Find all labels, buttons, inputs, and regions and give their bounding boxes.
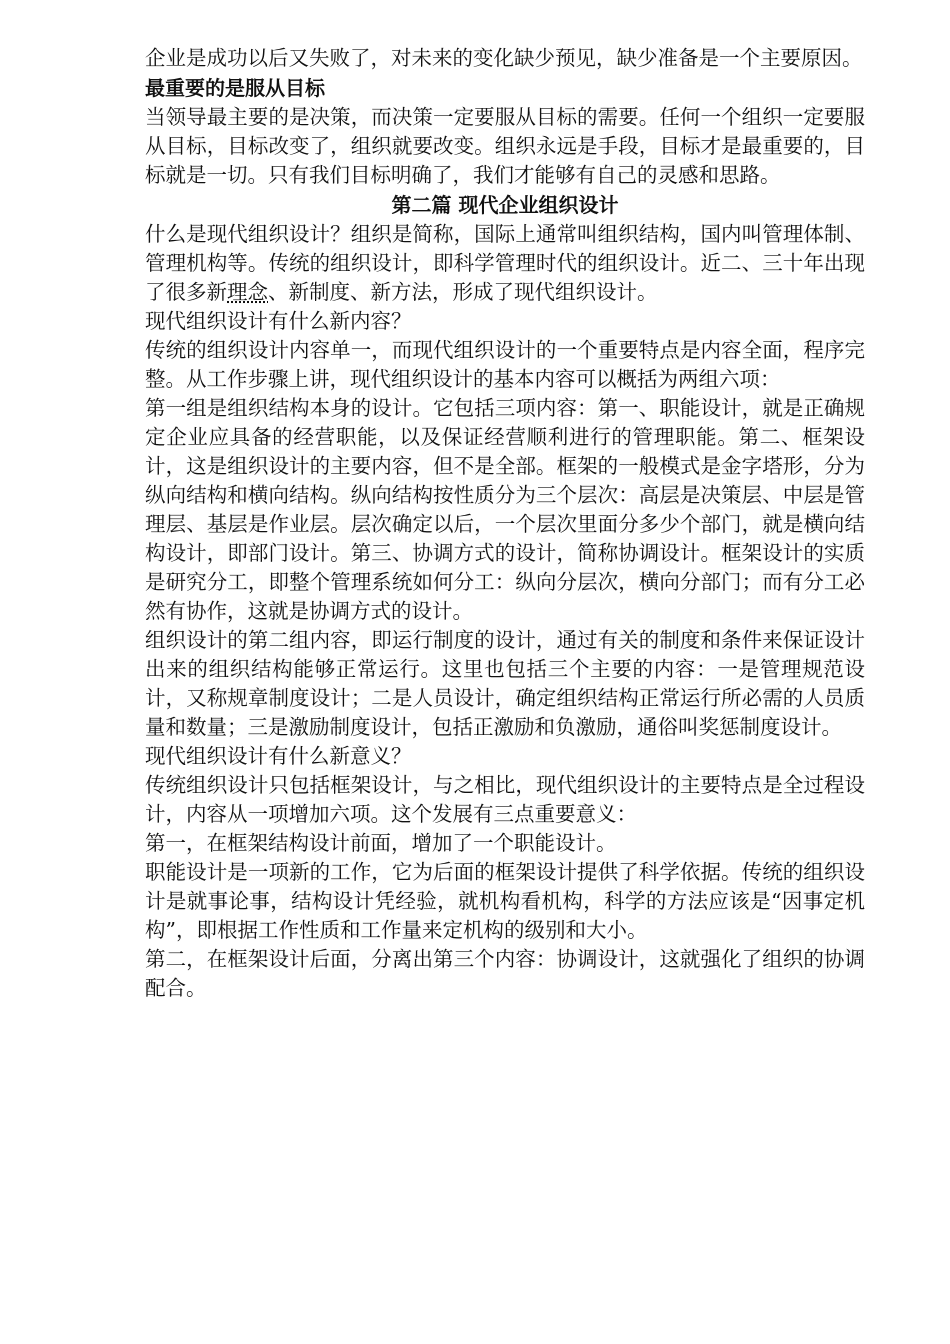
point-second: 第二，在框架设计后面，分离出第三个内容：协调设计，这就强化了组织的协调配合。: [145, 947, 865, 1000]
document-page: [145, 44, 865, 1003]
paragraph-function-design: 职能设计是一项新的工作，它为后面的框架设计提供了科学依据。传统的组织设计是就事论事，结构设计凭经验，就机构看机构，科学的方法应该是“因事定机构”，即根据工作性质和工作量来定机构的级别和大小。: [145, 860, 865, 942]
text-segment: 什么是现代组织设计？组织是简称，国际上通常叫组织结构，国内叫管理体制、管理机构等。传统的组织设计，即科学管理时代的组织设计。近二、三十年出现了很多新: [145, 222, 865, 304]
text-segment: 、新制度、新方法，形成了现代组织设计。: [268, 280, 658, 304]
section-heading-goal: 最重要的是服从目标: [145, 76, 325, 100]
paragraph-goal: 当领导最主要的是决策，而决策一定要服从目标的需要。任何一个组织一定要服从目标，目标改变了，组织就要改变。组织永远是手段，目标才是最重要的，目标就是一切。只有我们目标明确了，我们才能够有自己的灵感和思路。: [145, 105, 865, 187]
paragraph-intro-continued: 企业是成功以后又失败了，对未来的变化缺少预见，缺少准备是一个主要原因。: [145, 46, 863, 70]
paragraph-first-group: 第一组是组织结构本身的设计。它包括三项内容：第一、职能设计，就是正确规定企业应具备的经营职能，以及保证经营顺利进行的管理职能。第二、框架设计，这是组织设计的主要内容，但不是全部。框架的一般模式是金字塔形，分为纵向结构和横向结构。纵向结构按性质分为三个层次：高层是决策层、中层是管理层、基层是作业层。层次确定以后，一个层次里面分多少个部门，就是横向结构设计，即部门设计。第三、协调方式的设计，简称协调设计。框架设计的实质是研究分工，即整个管理系统如何分工：纵向分层次，横向分部门；而有分工必然有协作，这就是协调方式的设计。: [145, 396, 865, 623]
paragraph-what-is-modern-design: [145, 220, 865, 307]
question-new-content: 现代组织设计有什么新内容？: [145, 309, 412, 333]
question-new-significance: 现代组织设计有什么新意义？: [145, 744, 412, 768]
underlined-term: 理念: [227, 280, 268, 304]
paragraph-significance-overview: 传统组织设计只包括框架设计，与之相比，现代组织设计的主要特点是全过程设计，内容从一项增加六项。这个发展有三点重要意义：: [145, 773, 865, 826]
chapter-title: 第二篇 现代企业组织设计: [391, 193, 619, 217]
paragraph-content-overview: 传统的组织设计内容单一，而现代组织设计的一个重要特点是内容全面，程序完整。从工作步骤上讲，现代组织设计的基本内容可以概括为两组六项：: [145, 338, 865, 391]
point-first: 第一，在框架结构设计前面，增加了一个职能设计。: [145, 831, 617, 855]
paragraph-second-group: 组织设计的第二组内容，即运行制度的设计，通过有关的制度和条件来保证设计出来的组织结构能够正常运行。这里也包括三个主要的内容：一是管理规范设计，又称规章制度设计；二是人员设计，确定组织结构正常运行所必需的人员质量和数量；三是激励制度设计，包括正激励和负激励，通俗叫奖惩制度设计。: [145, 628, 865, 739]
